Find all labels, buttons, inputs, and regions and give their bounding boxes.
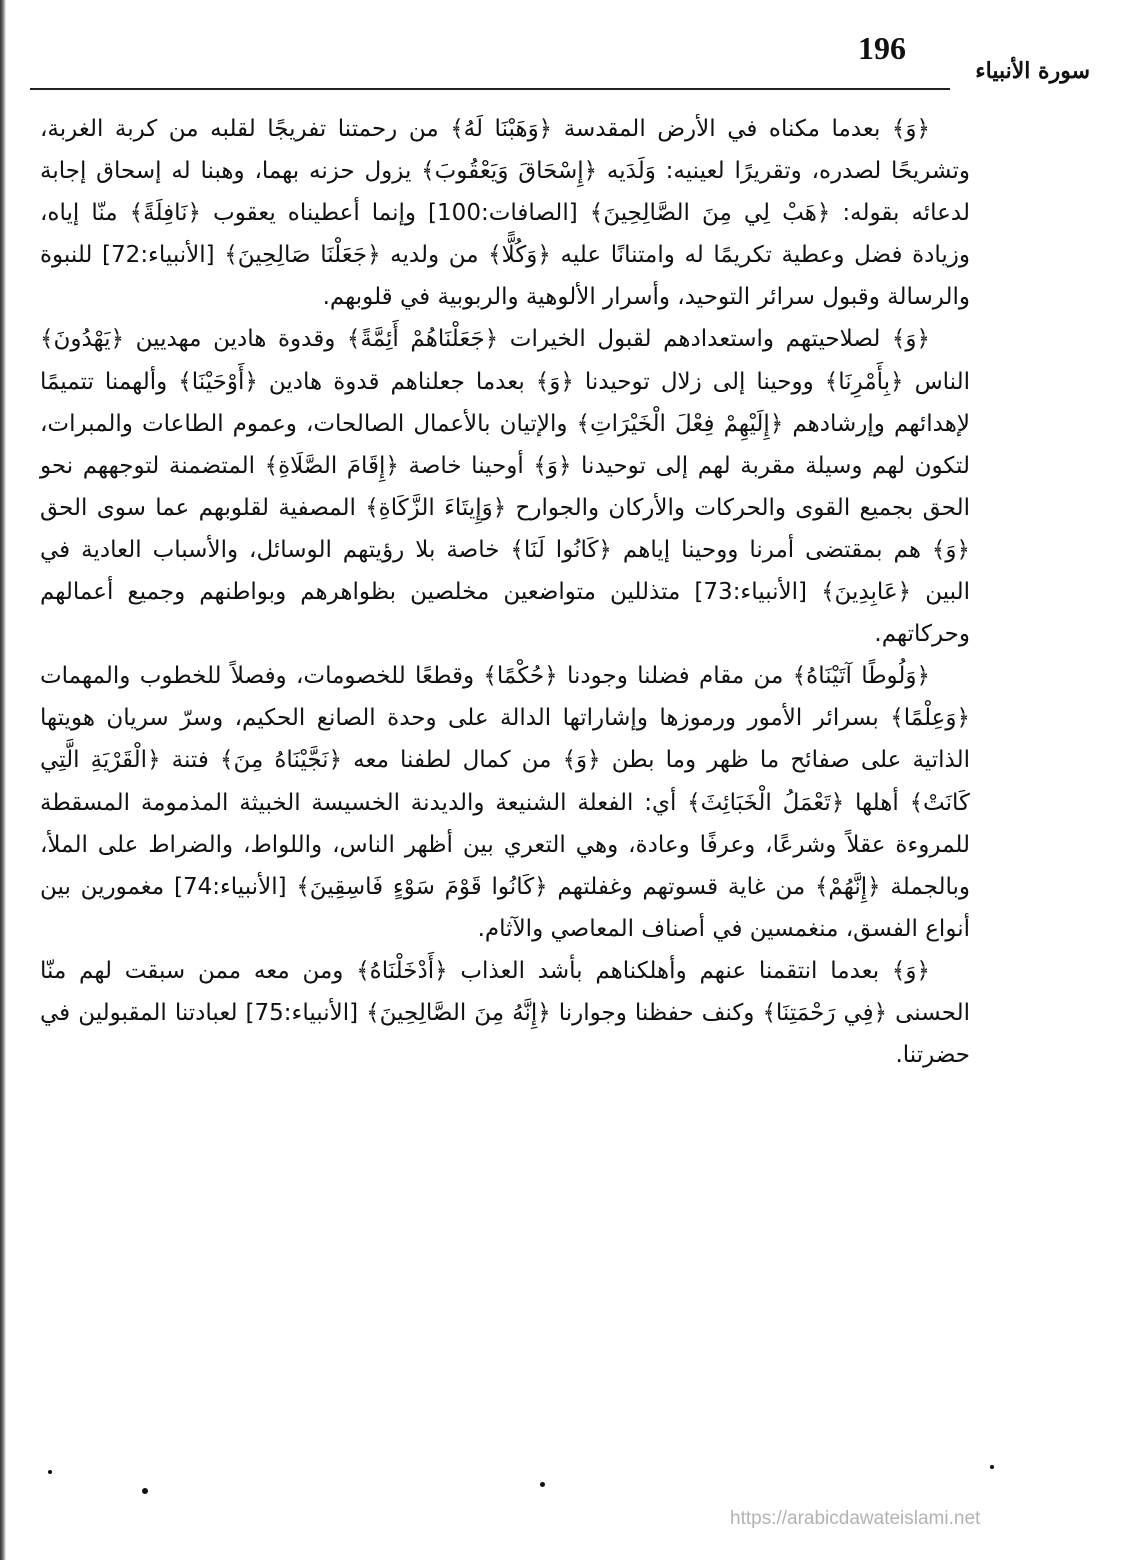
header-rule xyxy=(30,88,950,90)
scan-edge-shadow xyxy=(0,0,6,1560)
tafsir-body xyxy=(40,108,970,1076)
watermark-url: https://arabicdawateislami.net xyxy=(730,1508,981,1529)
scan-speck xyxy=(540,1482,545,1487)
paragraph-2: ﴿وَ﴾ لصلاحيتهم واستعدادهم لقبول الخيرات ﴿جَعَلْنَاهُمْ أَئِمَّةً﴾ وقدوة هادين مهديين ﴿يَهْدُونَ﴾ الناس ﴿بِأَمْرِنَا﴾ ووحينا إلى زلال توحيدنا ﴿وَ﴾ بعدما جعلناهم قدوة هادين ﴿أَوْحَيْنَا﴾ وألهمنا تتميمًا لإهدائهم وإرشادهم ﴿إِلَيْهِمْ فِعْلَ الْخَيْرَاتِ﴾ والإتيان بالأعمال الصالحات، وعموم الطاعات والمبرات، لتكون لهم وسيلة مقربة لهم إلى توحيدنا ﴿وَ﴾ أوحينا خاصة ﴿إِقَامَ الصَّلَاةِ﴾ المتضمنة لتوجههم نحو الحق بجميع القوى والحركات والأركان والجوارح ﴿وَإِيتَاءَ الزَّكَاةِ﴾ المصفية لقلوبهم عما سوى الحق ﴿وَ﴾ هم بمقتضى أمرنا ووحينا إياهم ﴿كَانُوا لَنَا﴾ خاصة بلا رؤيتهم الوسائل، والأسباب العادية في البين ﴿عَابِدِينَ﴾ [الأنبياء:73] متذللين متواضعين مخلصين بظواهرهم وبواطنهم وجميع أعمالهم وحركاتهم. xyxy=(40,326,970,648)
scan-speck xyxy=(142,1488,148,1494)
running-title: سورة الأنبياء xyxy=(975,58,1090,84)
scan-speck xyxy=(990,1465,994,1469)
paragraph-3: ﴿وَلُوطًا آتَيْنَاهُ﴾ من مقام فضلنا وجودنا ﴿حُكْمًا﴾ وقطعًا للخصومات، وفصلاً للخطوب والمهمات ﴿وَعِلْمًا﴾ بسرائر الأمور ورموزها وإشاراتها الدالة على وحدة الصانع الحكيم، وسرّ سريان هويتها الذاتية على صفائح ما ظهر وما بطن ﴿وَ﴾ من كمال لطفنا معه ﴿نَجَّيْنَاهُ مِنَ﴾ فتنة ﴿الْقَرْيَةِ الَّتِي كَانَتْ﴾ أهلها ﴿تَعْمَلُ الْخَبَائِثَ﴾ أي: الفعلة الشنيعة والديدنة الخسيسة الخبيثة المذمومة المسقطة للمروءة عقلاً وشرعًا، وعرفًا وعادة، وهي التعري بين أظهر الناس، واللواط، والضراط على الملأ، وبالجملة ﴿إِنَّهُمْ﴾ من غاية قسوتهم وغفلتهم ﴿كَانُوا قَوْمَ سَوْءٍ فَاسِقِينَ﴾ [الأنبياء:74] مغمورين بين أنواع الفسق، منغمسين في أصناف المعاصي والآثام. xyxy=(40,663,970,942)
page-number: 196 xyxy=(858,30,906,66)
scan-speck xyxy=(48,1470,52,1474)
paragraph-4: ﴿وَ﴾ بعدما انتقمنا عنهم وأهلكناهم بأشد العذاب ﴿أَدْخَلْنَاهُ﴾ ومن معه ممن سبقت لهم منّا الحسنى ﴿فِي رَحْمَتِنَا﴾ وكنف حفظنا وجوارنا ﴿إِنَّهُ مِنَ الصَّالِحِينَ﴾ [الأنبياء:75] لعبادتنا المقبولين في حضرتنا. xyxy=(40,957,971,1069)
paragraph-1: ﴿وَ﴾ بعدما مكناه في الأرض المقدسة ﴿وَهَبْنَا لَهُ﴾ من رحمتنا تفريجًا لقلبه من كربة الغربة، وتشريحًا لصدره، وتقريرًا لعينيه: وَلَدَيه ﴿إِسْحَاقَ وَيَعْقُوبَ﴾ يزول حزنه بهما، وهبنا له إسحاق إجابة لدعائه بقوله: ﴿هَبْ لِي مِنَ الصَّالِحِينَ﴾ [الصافات:100] وإنما أعطيناه يعقوب ﴿نَافِلَةً﴾ منّا إياه، وزيادة فضل وعطية تكريمًا له وامتنانًا عليه ﴿وَكُلًّا﴾ من ولديه ﴿جَعَلْنَا صَالِحِينَ﴾ [الأنبياء:72] للنبوة والرسالة وقبول سرائر التوحيد، وأسرار الألوهية والربوبية في قلوبهم. xyxy=(40,116,970,311)
